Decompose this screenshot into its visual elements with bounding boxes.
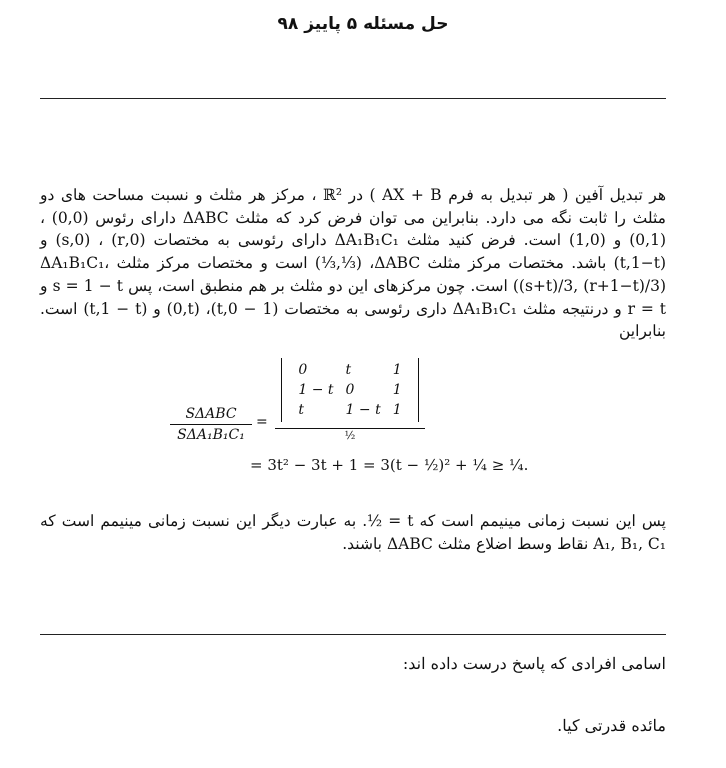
solvers-label: اسامی افرادی که پاسخ درست داده اند: [402, 654, 666, 673]
det-row [292, 380, 407, 400]
conclusion-paragraph: پس این نسبت زمانی مینیمم است که t = ½. به عبارت دیگر این نسبت زمانی مینیمم است که A₁, B₁, C₁ نقاط وسط اضلاع مثلث ΔABC باشند. [40, 512, 666, 553]
ratio-formula [150, 356, 570, 496]
det-row [292, 360, 407, 380]
det-row [292, 400, 407, 420]
det-cell: 1 [392, 362, 402, 378]
determinant [281, 358, 418, 422]
det-cell: 0 [298, 362, 308, 378]
det-cell: t [298, 402, 304, 418]
top-divider [40, 98, 666, 99]
solvers-list: مائده قدرتی کیا. [557, 716, 666, 735]
ratio-fraction [170, 406, 252, 443]
simplified-expression: = 3t² − 3t + 1 = 3(t − ½)² + ¼ ≥ ¼. [250, 456, 529, 474]
equals-sign: = [256, 414, 268, 430]
bottom-divider [40, 634, 666, 635]
det-cell: 1 [392, 382, 402, 398]
ratio-denominator: SΔA₁B₁C₁ [177, 427, 245, 443]
det-denominator: ½ [344, 429, 356, 442]
det-cell: 1 − t [298, 382, 334, 398]
determinant-fraction [275, 358, 425, 442]
det-cell: t [345, 362, 352, 378]
page-title: حل مسئله ۵ پاییز ۹۸ [277, 14, 449, 34]
ratio-numerator: SΔABC [170, 406, 252, 425]
det-cell: 1 [392, 402, 402, 418]
det-cell: 1 − t [345, 402, 381, 418]
det-cell: 0 [345, 382, 355, 398]
intro-paragraph: هر تبدیل آفین ( هر تبدیل به فرم AX + B ) در ℝ² ، مرکز هر مثلث و نسبت مساحت های دو مثلث را ثابت نگه می دارد. بنابراین می توان فرض کرد که مثلث ΔABC دارای رئوس (0,0) ، (0,1) و (1,0) است. فرض کنید مثلث ΔA₁B₁C₁ دارای رئوسی به مختصات (0,r) ، (s,0) و (t,1−t) باشد. مختصات مرکز مثلث ΔABC، (⅓,⅓) است و مختصات مرکز مثلث ΔA₁B₁C₁، ((s+t)/3, (r+1−t)/3) است. چون مرکزهای این دو مثلث بر هم منطبق است، پس s = 1 − t و r = t و درنتیجه مثلث ΔA₁B₁C₁ داری رئوسی به مختصات (1 − t,0)، (0,t) و (t,1 − t) است. بنابراین [40, 186, 667, 341]
